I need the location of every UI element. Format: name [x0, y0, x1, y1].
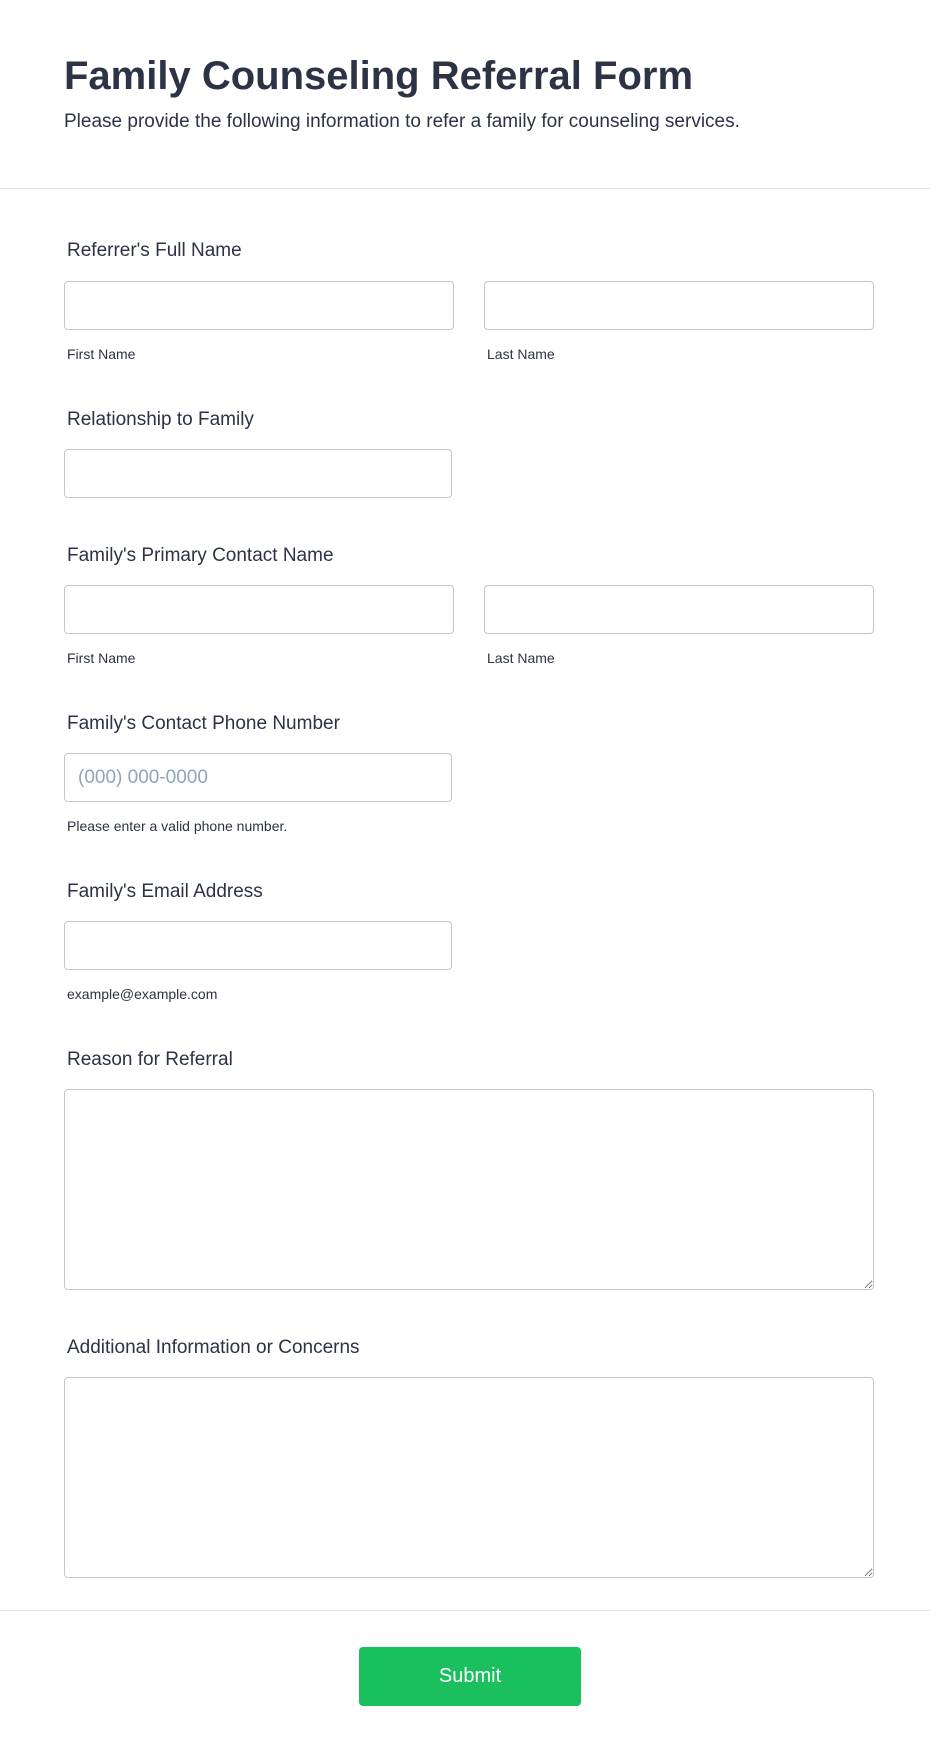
- referrer-last-name-input[interactable]: [484, 281, 874, 330]
- reason-label: Reason for Referral: [67, 1049, 233, 1070]
- contact-last-name-input[interactable]: [484, 585, 874, 634]
- header-divider: [0, 188, 930, 189]
- contact-name-label: Family's Primary Contact Name: [67, 545, 334, 566]
- phone-label: Family's Contact Phone Number: [67, 713, 340, 734]
- page-subtitle: Please provide the following information to refer a family for counseling services.: [64, 111, 740, 132]
- page-title: Family Counseling Referral Form: [64, 54, 694, 98]
- contact-last-name-sublabel: Last Name: [487, 650, 555, 666]
- referrer-first-name-sublabel: First Name: [67, 346, 136, 362]
- referrer-first-name-input[interactable]: [64, 281, 454, 330]
- referrer-name-label: Referrer's Full Name: [67, 240, 242, 261]
- submit-button[interactable]: Submit: [359, 1647, 581, 1706]
- phone-input[interactable]: [64, 753, 452, 802]
- footer-divider: [0, 1610, 930, 1611]
- relationship-label: Relationship to Family: [67, 409, 254, 430]
- contact-first-name-sublabel: First Name: [67, 650, 136, 666]
- reason-textarea[interactable]: [64, 1089, 874, 1290]
- email-input[interactable]: [64, 921, 452, 970]
- relationship-input[interactable]: [64, 449, 452, 498]
- additional-info-textarea[interactable]: [64, 1377, 874, 1578]
- email-label: Family's Email Address: [67, 881, 263, 902]
- additional-info-label: Additional Information or Concerns: [67, 1337, 360, 1358]
- referrer-last-name-sublabel: Last Name: [487, 346, 555, 362]
- contact-first-name-input[interactable]: [64, 585, 454, 634]
- email-help-text: example@example.com: [67, 986, 218, 1002]
- phone-help-text: Please enter a valid phone number.: [67, 818, 288, 834]
